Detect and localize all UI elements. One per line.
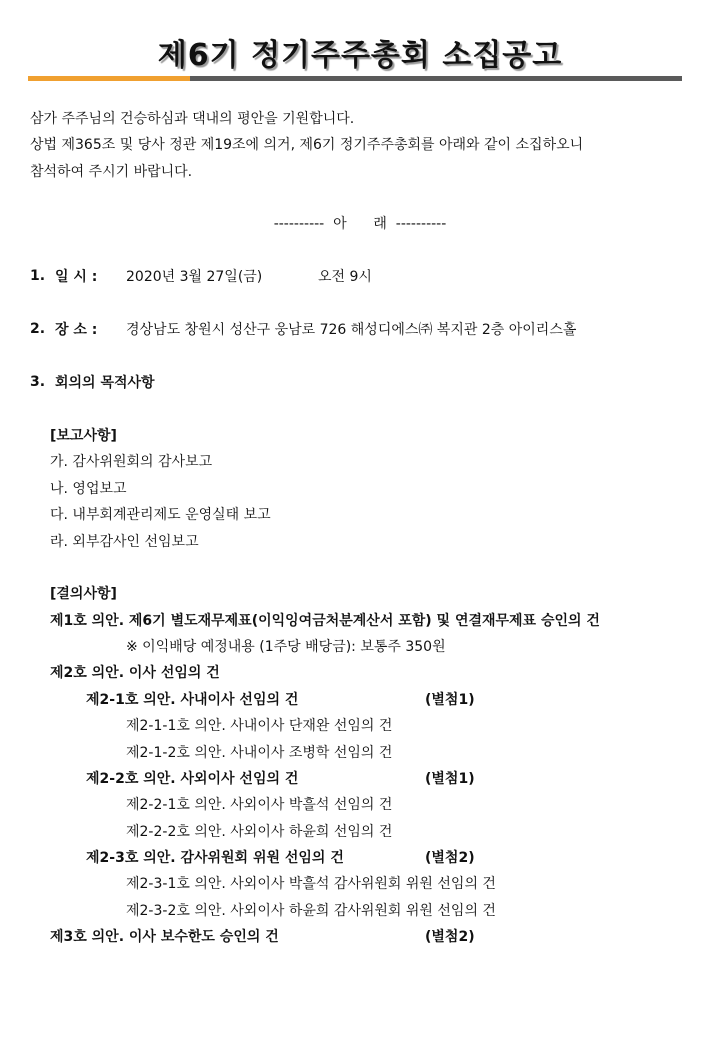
agenda-2-1-2: 제2-1-2호 의안. 사내이사 조병학 선임의 건: [126, 745, 393, 761]
item-number-date: 1.: [30, 268, 46, 284]
attachment-ref: (별첨1): [425, 692, 475, 708]
attachment-ref: (별첨2): [425, 929, 475, 945]
agenda-2-3-2: 제2-3-2호 의안. 사외이사 하윤희 감사위원회 위원 선임의 건: [126, 903, 496, 919]
meeting-place: 경상남도 창원시 성산구 웅남로 726 해성디에스㈜ 복지관 2층 아이리스홀: [126, 322, 577, 338]
intro-line-3: 참석하여 주시기 바랍니다.: [30, 164, 193, 180]
agenda-2-1-1: 제2-1-1호 의안. 사내이사 단재완 선임의 건: [126, 718, 393, 734]
report-item: 라. 외부감사인 선임보고: [50, 534, 199, 550]
meeting-time: 오전 9시: [318, 269, 372, 285]
meeting-date: 2020년 3월 27일(금): [126, 269, 263, 285]
intro-line-2: 상법 제365조 및 당사 정관 제19조에 의거, 제6기 정기주주총회를 아래와 같이 소집하오니: [30, 137, 584, 153]
report-heading: [보고사항]: [50, 428, 117, 444]
agenda-2-1: 제2-1호 의안. 사내이사 선임의 건: [86, 692, 299, 708]
report-item: 가. 감사위원회의 감사보고: [50, 454, 213, 470]
attachment-ref: (별첨2): [425, 850, 475, 866]
date-label: 일 시 :: [55, 269, 98, 285]
notice-divider: ---------- 아 래 ----------: [273, 216, 447, 232]
item-number-place: 2.: [30, 321, 46, 337]
report-item: 다. 내부회계관리제도 운영실태 보고: [50, 507, 271, 523]
agenda-1-note: ※ 이익배당 예정내용 (1주당 배당금): 보통주 350원: [126, 639, 446, 655]
agenda-2-2-1: 제2-2-1호 의안. 사외이사 박흘석 선임의 건: [126, 797, 393, 813]
intro-line-1: 삼가 주주님의 건승하심과 댁내의 평안을 기원합니다.: [30, 111, 355, 127]
agenda-2: 제2호 의안. 이사 선임의 건: [50, 665, 220, 681]
agenda-label: 회의의 목적사항: [55, 375, 155, 391]
agenda-2-2-2: 제2-2-2호 의안. 사외이사 하윤희 선임의 건: [126, 824, 393, 840]
title-rule: [28, 76, 682, 81]
page-title: 제6기 정기주주총회 소집공고: [157, 38, 563, 73]
agenda-2-3-1: 제2-3-1호 의안. 사외이사 박흘석 감사위원회 위원 선임의 건: [126, 876, 496, 892]
agenda-1: 제1호 의안. 제6기 별도재무제표(이익잉여금처분계산서 포함) 및 연결재무제표 승인의 건: [50, 613, 600, 629]
agenda-2-3: 제2-3호 의안. 감사위원회 위원 선임의 건: [86, 850, 344, 866]
resolution-heading: [결의사항]: [50, 586, 117, 602]
place-label: 장 소 :: [55, 322, 98, 338]
attachment-ref: (별첨1): [425, 771, 475, 787]
agenda-2-2: 제2-2호 의안. 사외이사 선임의 건: [86, 771, 299, 787]
agenda-3: 제3호 의안. 이사 보수한도 승인의 건: [50, 929, 279, 945]
report-item: 나. 영업보고: [50, 481, 127, 497]
title-rule-accent: [28, 76, 190, 81]
item-number-agenda: 3.: [30, 374, 46, 390]
